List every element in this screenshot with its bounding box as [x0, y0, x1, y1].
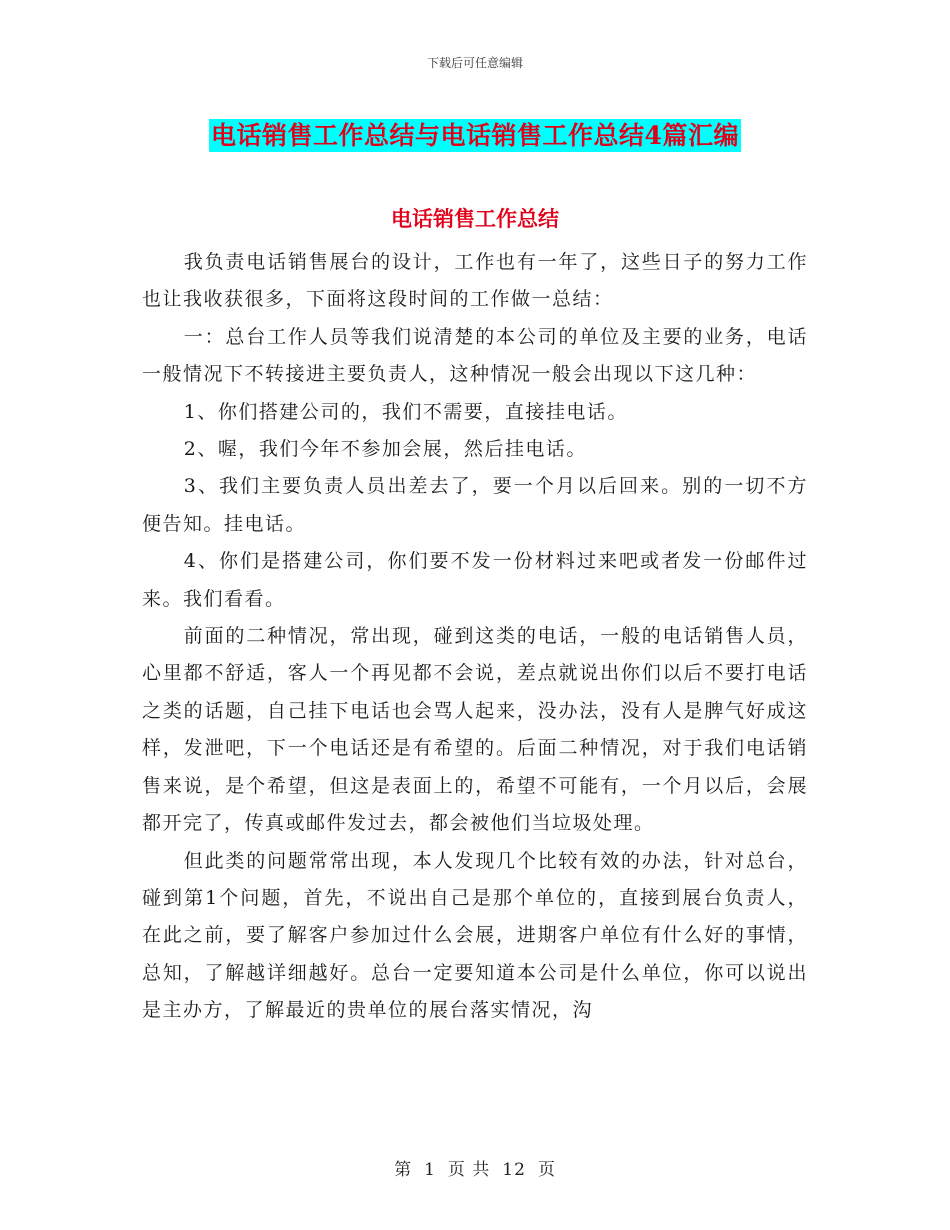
- footer-middle: 页 共: [447, 1160, 491, 1180]
- paragraph: 2、喔，我们今年不参加会展，然后挂电话。: [183, 438, 587, 461]
- paragraph: 前面的二种情况，常出现，碰到这类的电话，一般的电话销售人员，心里都不舒适，客人一个再见都不会说，差点就说出你们以后不要打电话之类的话题，自己挂下电话也会骂人起来，没办法，没有人是脾气好成这样，发泄吧，下一个电话还是有希望的。后面二种情况，对于我们电话销售来说，是个希望，但这是表面上的，希望不可能有，一个月以后，会展都开完了，传真或邮件发过去，都会被他们当垃圾处理。: [142, 625, 808, 835]
- paragraph: 3、我们主要负责人员出差去了，要一个月以后回来。别的一切不方便告知。挂电话。: [142, 475, 808, 535]
- paragraph: 我负责电话销售展台的设计，工作也有一年了，这些日子的努力工作也让我收获很多，下面将这段时间的工作做一总结：: [142, 251, 808, 311]
- footer-suffix: 页: [537, 1160, 556, 1180]
- footer-prefix: 第: [394, 1160, 413, 1180]
- page-header-note: 下载后可任意编辑: [426, 56, 523, 70]
- document-body: [142, 244, 808, 1030]
- page-number: 1: [424, 1160, 436, 1180]
- paragraph: 一：总台工作人员等我们说清楚的本公司的单位及主要的业务，电话一般情况下不转接进主要负责人，这种情况一般会出现以下这几种：: [142, 325, 808, 386]
- paragraph: 但此类的问题常常出现，本人发现几个比较有效的办法，针对总台，碰到第1个问题，首先，不说出自己是那个单位的，直接到展台负责人，在此之前，要了解客户参加过什么会展，进期客户单位有什么好的事情，总知，了解越详细越好。总台一定要知道本公司是什么单位，你可以说出是主办方，了解最近的贵单位的展台落实情况，沟: [142, 849, 808, 1022]
- paragraph: 4、你们是搭建公司，你们要不发一份材料过来吧或者发一份邮件过来。我们看看。: [142, 550, 808, 610]
- section-title: 电话销售工作总结: [391, 206, 559, 231]
- paragraph: 1、你们搭建公司的，我们不需要，直接挂电话。: [183, 400, 628, 423]
- document-title: [0, 114, 950, 152]
- page-total: 12: [502, 1160, 526, 1180]
- document-title-text: 电话销售工作总结与电话销售工作总结4篇汇编: [211, 121, 739, 150]
- page-footer: [0, 1155, 950, 1180]
